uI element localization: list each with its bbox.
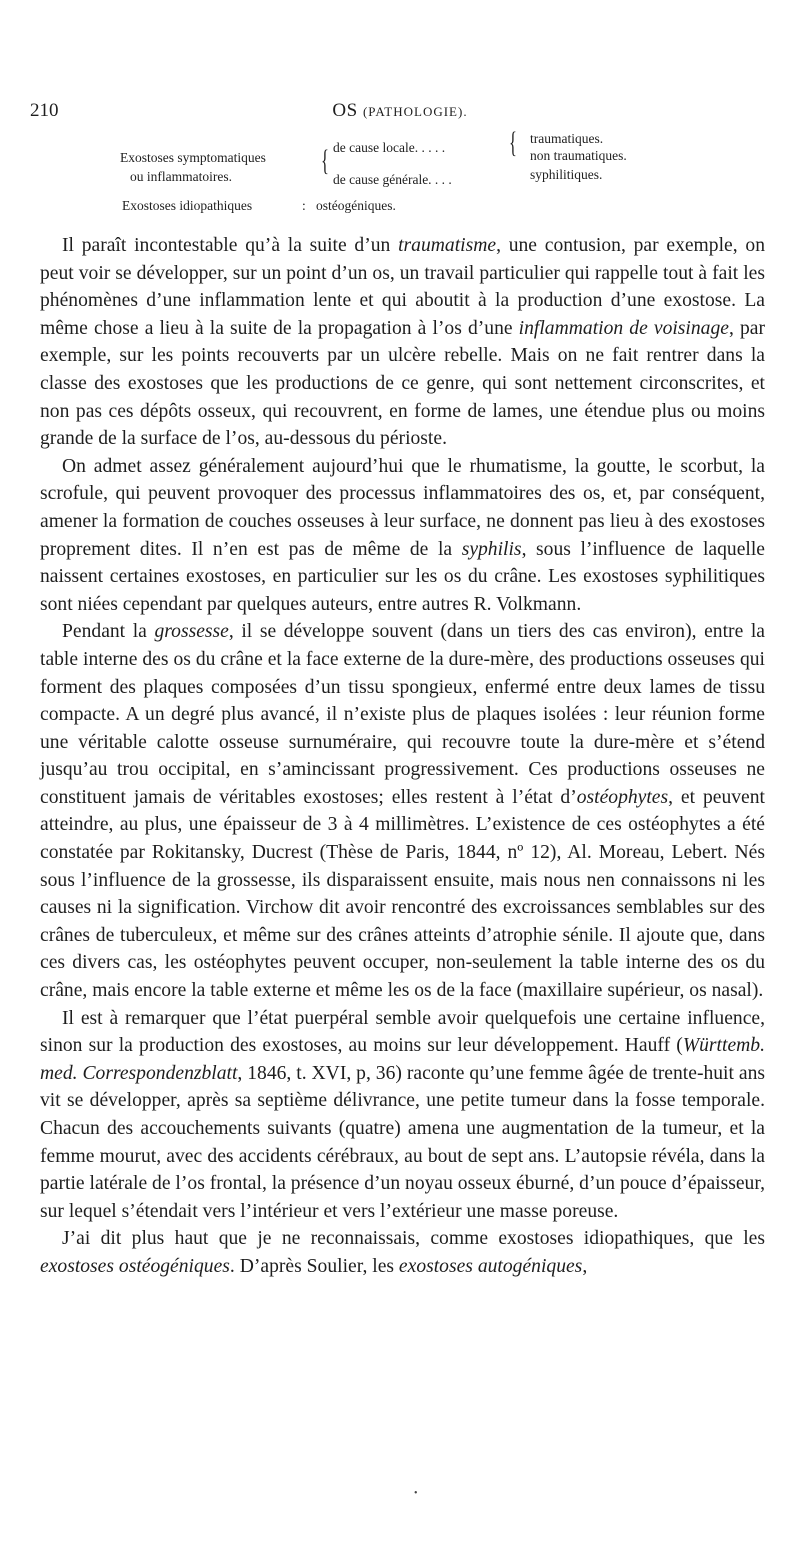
- text-run: On admet assez généralement aujourd’hui que le rhumatisme, la goutte, le scorbut, la scrofule, qui peuvent provoquer des processus inflammatoires des os, et, par conséquent, amener la formation de couches osseuses à leur surface, ne donnent pas lieu à des exostoses proprement dites. Il n’en est pas de même de la: [40, 455, 765, 560]
- italic-text: traumatisme: [398, 235, 497, 256]
- italic-text: inflammation de voisinage: [518, 317, 729, 339]
- local-cause: de cause locale. . . . .: [333, 140, 446, 155]
- paragraph: [40, 618, 765, 1004]
- italic-text: Württemb. med. Correspondenzblatt: [40, 1035, 765, 1084]
- left-brace: {: [321, 144, 329, 177]
- text-run: Pendant la: [62, 621, 155, 643]
- paragraph: [40, 453, 765, 619]
- general-cause: de cause générale. . . .: [333, 172, 452, 187]
- italic-text: exostoses ostéogéniques: [40, 1255, 230, 1277]
- italic-text: grossesse: [154, 621, 229, 643]
- body-text: [40, 232, 765, 1281]
- symptomatic-label-2: ou inflammatoires.: [130, 169, 232, 184]
- text-run: Il paraît incontestable qu’à la suite d’un: [62, 235, 399, 256]
- footer-mark: •: [414, 1488, 418, 1499]
- italic-text: ostéophytes: [576, 786, 669, 808]
- paragraph: [40, 232, 765, 453]
- osteogenic: ostéogéniques.: [316, 198, 396, 213]
- text-run: , 1846, t. XVI, p, 36) raconte qu’une femme âgée de trente-huit ans vit se développer, après sa septième délivrance, une petite tumeur dans la fosse temporale. Chacun des accouchements suivants (quatre) amena une augmentation de la tumeur, et la femme mourut, avec des accidents cérébraux, au bout de sept ans. L’autopsie révéla, dans la partie latérale de l’os frontal, la présence d’un noyau osseux éburné, d’un pouce d’épaisseur, sur lequel s’étendait vers l’intérieur et vers l’extérieur une masse poreuse.: [40, 1062, 765, 1222]
- idiopathic-label: Exostoses idiopathiques: [122, 198, 253, 213]
- syphilitic: syphilitiques.: [530, 167, 603, 182]
- text-run: Il est à remarquer que l’état puerpéral semble avoir quelquefois une certaine influence, sinon sur la production des exostoses, au moins sur leur développement. Hauff (: [40, 1007, 765, 1057]
- text-run: , il se développe souvent (dans un tiers des cas environ), entre la table interne des os du crâne et la face externe de la dure-mère, des productions osseuses qui forment des plaques composées d’un tissu spongieux, enfermé entre deux lames de tissu compacte. A un degré plus avancé, il n’existe plus de plaques isolées : leur réunion forme une véritable calotte osseuse surnuméraire, qui recouvre toute la dure-mère et s’étend jusqu’au trou occipital, en s’amincissant progressivement. Ces productions osseuses ne constituent jamais de véritables exostoses; elles restent à l’état d’: [40, 621, 766, 808]
- text-run: . D’après Soulier, les: [229, 1255, 399, 1277]
- text-run: , et peuvent atteindre, au plus, une épaisseur de 3 à 4 millimètres. L’existence de ces ostéophytes a été constatée par Rokitansky, Ducrest (Thèse de Paris, 1844, nº 12), Al. Moreau, Lebert. Nés sous l’influence de la grossesse, ils disparaissent ensuite, mais nous nen connaissons ni les causes ni la signification. Virchow dit avoir rencontré des excroissances semblables sur des crânes de tuberculeux, et même sur des crânes atteints d’atrophie sénile. Il ajoute que, dans ces divers cas, les ostéophytes peuvent occuper, non-seulement la table interne des os du crâne, mais encore la table externe et même les os de la face (maxillaire supérieur, os nasal).: [40, 786, 765, 1002]
- text-run: , par exemple, sur les points recouverts par un ulcère rebelle. Mais on ne fait rentrer dans la classe des exostoses que les productions de ce genre, qui sont nettement circonscrites, et non pas ces dépôts osseux, qui recouvrent, en forme de lames, une étendue plus ou moins grande de la surface de l’os, au-dessous du périoste.: [40, 317, 765, 450]
- text-run: J’ai dit plus haut que je ne reconnaissais, comme exostoses idiopathiques, que les: [62, 1228, 765, 1250]
- running-title: [30, 100, 770, 122]
- text-run: , sous l’influence de laquelle naissent certaines exostoses, en particulier sur les os du crâne. Les exostoses syphilitiques sont niées cependant par quelques auteurs, entre autres R. Volkmann.: [40, 538, 765, 615]
- running-header: [30, 100, 770, 130]
- symptomatic-label: Exostoses symptomatiques: [120, 150, 266, 165]
- running-title-section: (PATHOLOGIE).: [362, 104, 468, 119]
- non-traumatic: non traumatiques.: [530, 148, 627, 163]
- idiopathic-separator: :: [302, 198, 306, 213]
- text-run: ,: [582, 1255, 588, 1277]
- traumatic: traumatiques.: [530, 131, 604, 146]
- running-title-main: OS: [332, 100, 358, 121]
- text-run: , une contusion, par exemple, on peut voir se développer, sur un point d’un os, un travail particulier qui rappelle tout à fait les phénomènes d’une inflammation lente et qui aboutit à la production d’une exostose. La même chose a lieu à la suite de la propagation à l’os d’une: [40, 235, 765, 339]
- italic-text: syphilis: [461, 538, 522, 560]
- paragraph: [40, 1225, 765, 1280]
- italic-text: exostoses autogéniques: [398, 1255, 583, 1277]
- page-number: 210: [30, 100, 59, 121]
- paragraph: [40, 1005, 765, 1226]
- right-brace: {: [509, 126, 517, 159]
